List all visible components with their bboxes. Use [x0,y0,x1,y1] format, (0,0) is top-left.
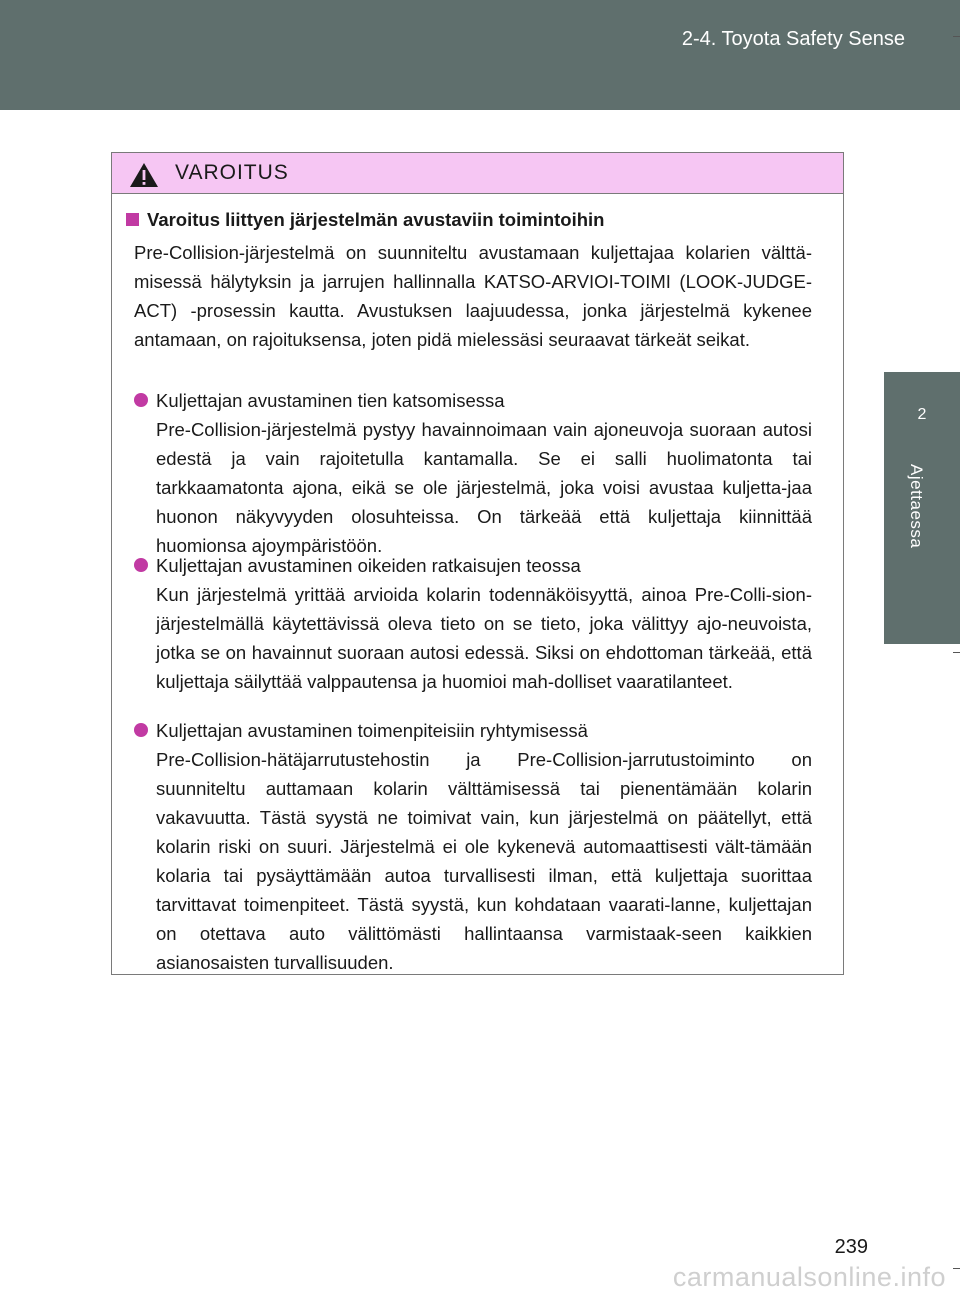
crop-mark [953,652,960,653]
header-band [0,0,960,110]
square-bullet-icon [126,213,139,226]
chapter-label: Ajettaessa [907,464,926,549]
warning-triangle-icon [129,162,159,188]
page-number: 239 [834,1236,868,1258]
warning-title: VAROITUS [175,161,289,184]
warning-heading [126,209,604,231]
list-item [134,551,812,696]
list-item [134,386,812,560]
bullet-dot-icon [134,723,148,737]
bullet-text: Kun järjestelmä yrittää arvioida kolarin todennäköisyyttä, ainoa Pre-Colli-sion-järjestelmällä käytettävissä oleva tieto on se tieto, joka välittyy ajo-neuvoista, jotka se on havainnut suoraan autosi edessä. Siksi on ehdottoman tärkeää, että kuljettaja säilyttää valppautensa ja huomioi mah-dolliset vaaratilanteet. [156,584,812,692]
crop-mark [953,36,960,37]
bullet-dot-icon [134,558,148,572]
warning-intro: Pre-Collision-järjestelmä on suunniteltu avustamaan kuljettajaa kolarien välttä-misessä hälytyksin ja jarrujen hallinnalla KATSO-ARVIOI-TOIMI (LOOK-JUDGE-ACT) -prosessin kautta. Avustuksen laajuudessa, jonka järjestelmä kykenee antamaan, on rajoituksensa, joten pidä mielessäsi seuraavat tärkeät seikat. [134,242,812,350]
watermark: carmanualsonline.info [672,1262,946,1292]
bullet-title: Kuljettajan avustaminen toimenpiteisiin ryhtymisessä [156,720,588,741]
bullet-text: Pre-Collision-järjestelmä pystyy havainnoimaan vain ajoneuvoja suoraan autosi edestä ja vain rajoitetulla kantamalla. Se ei salli huolimatonta tai tarkkaamatonta ajona, eikä se ole järjestelmä, joka voisi avustaa kuljetta-jaa huonon näkyvyyden olosuhteissa. On tärkeää että kuljettaja kiinnittää huomionsa ajoympäristöön. [156,419,812,556]
chapter-tab [884,372,960,644]
crop-mark [953,1268,960,1269]
bullet-dot-icon [134,393,148,407]
bullet-title: Kuljettajan avustaminen tien katsomisessa [156,390,505,411]
bullet-title: Kuljettajan avustaminen oikeiden ratkaisujen teossa [156,555,581,576]
warning-heading-text: Varoitus liittyen järjestelmän avustaviin toimintoihin [147,209,605,230]
bullet-text: Pre-Collision-hätäjarrutustehostin ja Pre-Collision-jarrutustoiminto on suunniteltu auttamaan kolarin välttämisessä tai pienentämään kolarin vakavuutta. Tästä syystä ne toimivat vain, kun järjestelmä on päätellyt, että kolarin riski on suuri. Järjestelmä ei ole kykenevä automaattisesti vält-tämään kolaria tai pysäyttämään autoa turvallisesti ilman, että kuljettaja suorittaa tarvittavat toimenpiteet. Tästä syystä, kun kohdataan vaarati-lanne, kuljettajan on otettava auto välittömästi hallintaansa varmistaak-seen kaikkien asianosaisten turvallisuuden. [156,749,812,973]
list-item [134,716,812,977]
warning-box [111,152,844,975]
section-title: 2-4. Toyota Safety Sense [681,28,905,50]
warning-header [112,153,843,194]
chapter-number: 2 [917,406,927,423]
